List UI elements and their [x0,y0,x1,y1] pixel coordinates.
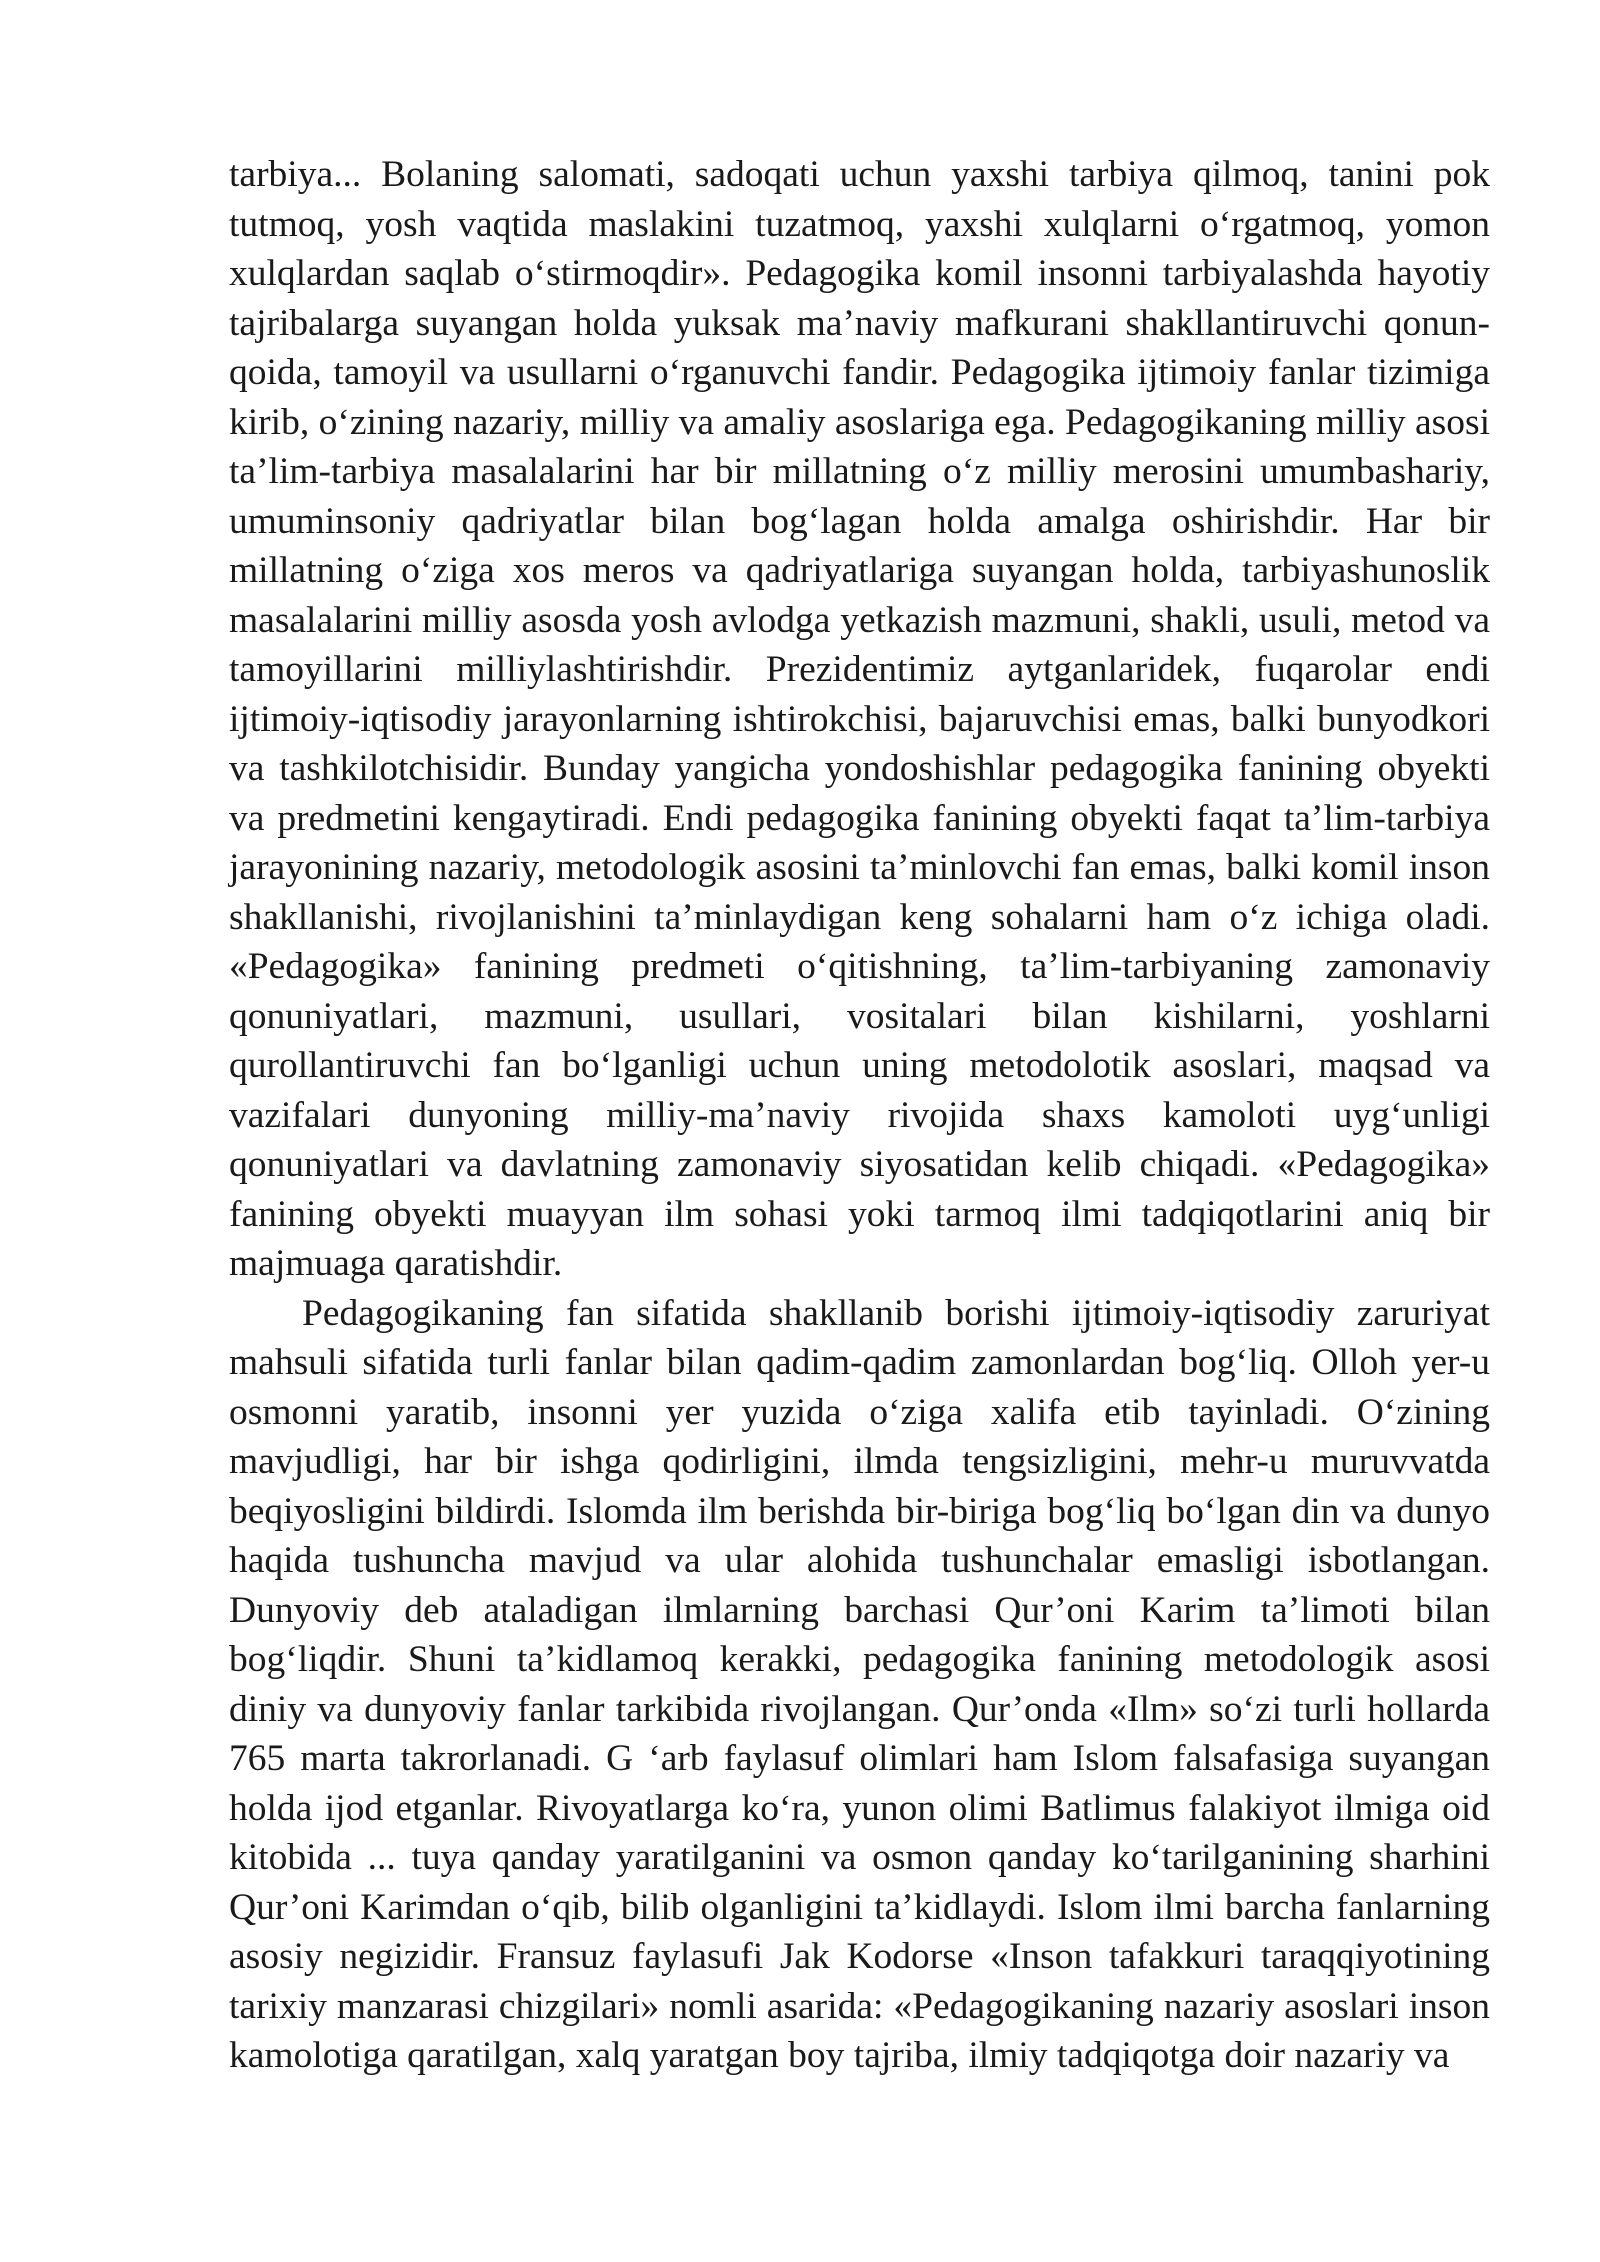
paragraph-2: Pedagogikaning fan sifatida shakllanib borishi ijtimoiy-iqtisodiy zaruriyat mahsuli sifatida turli fanlar bilan qadim-qadim zamonlardan bog‘liq. Olloh yer-u osmonni yaratib, insonni yer yuzida o‘ziga xalifa etib tayinladi. O‘zining mavjudligi, har bir ishga qodirligini, ilmda tengsizligini, mehr-u muruvvatda beqiyosligini bildirdi. Islomda ilm berishda bir-biriga bog‘liq bo‘lgan din va dunyo haqida tushuncha mavjud va ular alohida tushunchalar emasligi isbotlangan. Dunyoviy deb ataladigan ilmlarning barchasi Qur’oni Karim ta’limoti bilan bog‘liqdir. Shuni ta’kidlamoq kerakki, pedagogika fanining metodologik asosi diniy va dunyoviy fanlar tarkibida rivojlangan. Qur’onda «Ilm» so‘zi turli hollarda 765 marta takrorlanadi. G ‘arb faylasuf olimlari ham Islom falsafasiga suyangan holda ijod etganlar. Rivoyatlarga ko‘ra, yunon olimi Batlimus falakiyot ilmiga oid kitobida ... tuya qanday yaratilganini va osmon qanday ko‘tarilganining sharhini Qur’oni Karimdan o‘qib, bilib olganligini ta’kidlaydi. Islom ilmi barcha fanlarning asosiy negizidir. Fransuz faylasufi Jak Kodorse «Inson tafakkuri taraqqiyotining tarixiy manzarasi chizgilari» nomli asarida: «Pedagogikaning nazariy asoslari inson kamolotiga qaratilgan, xalq yaratgan boy tajriba, ilmiy tadqiqotga doir nazariy va [229,1292,1490,2076]
document-page [229,150,1490,2081]
paragraph-1: tarbiya... Bolaning salomati, sadoqati uchun yaxshi tarbiya qilmoq, tanini pok tutmoq, yosh vaqtida maslakini tuzatmoq, yaxshi xulqlarni o‘rgatmoq, yomon xulqlardan saqlab o‘stirmoqdir». Pedagogika komil insonni tarbiyalashda hayotiy tajribalarga suyangan holda yuksak ma’naviy mafkurani shakllantiruvchi qonun-qoida, tamoyil va usullarni o‘rganuvchi fandir. Pedagogika ijtimoiy fanlar tizimiga kirib, o‘zining nazariy, milliy va amaliy asoslariga ega. Pedagogikaning milliy asosi ta’lim-tarbiya masalalarini har bir millatning o‘z milliy merosini umumbashariy, umuminsoniy qadriyatlar bilan bog‘lagan holda amalga oshirishdir. Har bir millatning o‘ziga xos meros va qadriyatlariga suyangan holda, tarbiyashunoslik masalalarini milliy asosda yosh avlodga yetkazish mazmuni, shakli, usuli, metod va tamoyillarini milliylashtirishdir. Prezidentimiz aytganlaridek, fuqarolar endi ijtimoiy-iqtisodiy jarayonlarning ishtirokchisi, bajaruvchisi emas, balki bunyodkori va tashkilotchisidir. Bunday yangicha yondoshishlar pedagogika fanining obyekti va predmetini kengaytiradi. Endi pedagogika fanining obyekti faqat ta’lim-tarbiya jarayonining nazariy, metodologik asosini ta’minlovchi fan emas, balki komil inson shakllanishi, rivojlanishini ta’minlaydigan keng sohalarni ham o‘z ichiga oladi. «Pedagogika» fanining predmeti o‘qitishning, ta’lim-tarbiyaning zamonaviy qonuniyatlari, mazmuni, usullari, vositalari bilan kishilarni, yoshlarni qurollantiruvchi fan bo‘lganligi uchun uning metodolotik asoslari, maqsad va vazifalari dunyoning milliy-ma’naviy rivojida shaxs kamoloti uyg‘unligi qonuniyatlari va davlatning zamonaviy siyosatidan kelib chiqadi. «Pedagogika» fanining obyekti muayyan ilm sohasi yoki tarmoq ilmi tadqiqotlarini aniq bir majmuaga qaratishdir. [229,154,1490,1284]
